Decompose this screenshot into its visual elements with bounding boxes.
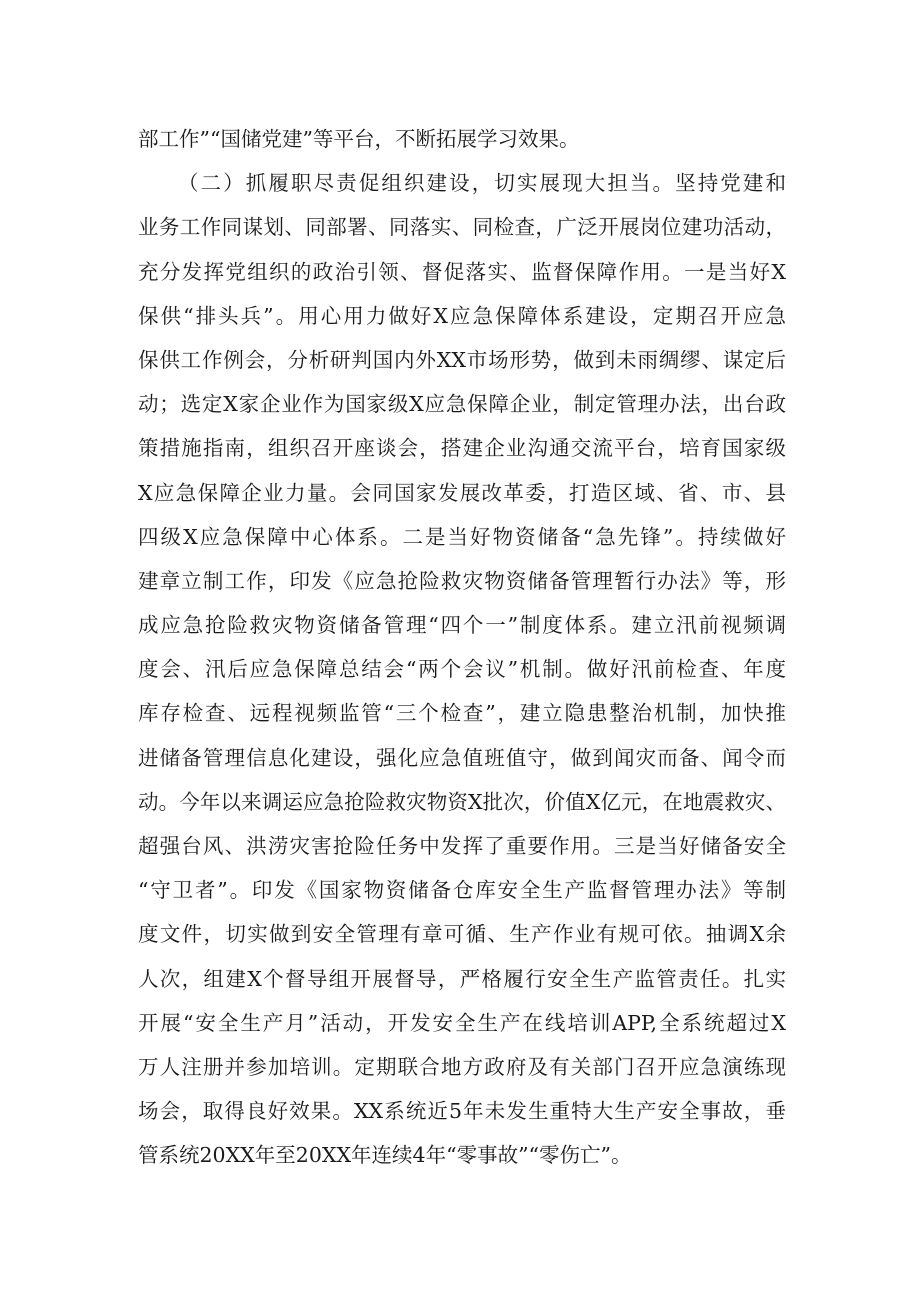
text-line: 四级X应急保障中心体系。二是当好物资储备“急先锋”。持续做好	[138, 524, 786, 549]
text-line: 成应急抢险救灾物资储备管理“四个一”制度体系。建立汛前视频调	[138, 613, 786, 638]
text-line: 策措施指南，组织召开座谈会，搭建企业沟通交流平台，培育国家级	[138, 436, 786, 461]
text-line: 进储备管理信息化建设，强化应急值班值守，做到闻灾而备、闻令而	[138, 745, 786, 770]
section-heading-line: （二）抓履职尽责促组织建设，切实展现大担当。坚持党建和	[178, 171, 786, 196]
text-line: 度会、汛后应急保障总结会“两个会议”机制。做好汛前检查、年度	[138, 657, 786, 682]
text-line: 场会，取得良好效果。XX系统近5年未发生重特大生产安全事故，垂	[138, 1099, 786, 1124]
text-line: 建章立制工作，印发《应急抢险救灾物资储备管理暂行办法》等，形	[138, 568, 786, 593]
body-text	[138, 117, 786, 1178]
text-line: 度文件，切实做到安全管理有章可循、生产作业有规可依。抽调X余	[138, 922, 786, 947]
text-line: 库存检查、远程视频监管“三个检查”，建立隐患整治机制，加快推	[138, 701, 786, 726]
text-line: 万人注册并参加培训。定期联合地方政府及有关部门召开应急演练现	[138, 1054, 786, 1079]
text-line: 业务工作同谋划、同部署、同落实、同检查，广泛开展岗位建功活动，	[138, 215, 786, 240]
text-line: 超强台风、洪涝灾害抢险任务中发挥了重要作用。三是当好储备安全	[138, 834, 786, 858]
text-line: 充分发挥党组织的政治引领、督促落实、监督保障作用。一是当好X	[138, 259, 786, 284]
text-line: X应急保障企业力量。会同国家发展改革委，打造区域、省、市、县	[138, 480, 786, 505]
text-line: 动；选定X家企业作为国家级X应急保障企业，制定管理办法，出台政	[138, 392, 786, 417]
text-line: 管系统20XX年至20XX年连续4年“零事故”“零伤亡”。	[138, 1143, 632, 1168]
text-line: 保供工作例会，分析研判国内外XX市场形势，做到未雨绸缪、谋定后	[138, 347, 786, 372]
text-line: 开展“安全生产月”活动，开发安全生产在线培训APP,全系统超过X	[138, 1010, 786, 1035]
text-line: 部工作”“国储党建”等平台，不断拓展学习效果。	[138, 127, 580, 151]
text-line: 人次，组建X个督导组开展督导，严格履行安全生产监管责任。扎实	[138, 966, 786, 991]
text-line: 动。今年以来调运应急抢险救灾物资X批次，价值X亿元，在地震救灾、	[138, 789, 786, 814]
text-line: 保供“排头兵”。用心用力做好X应急保障体系建设，定期召开应急	[138, 303, 786, 328]
text-line: “守卫者”。印发《国家物资储备仓库安全生产监督管理办法》等制	[138, 878, 786, 903]
